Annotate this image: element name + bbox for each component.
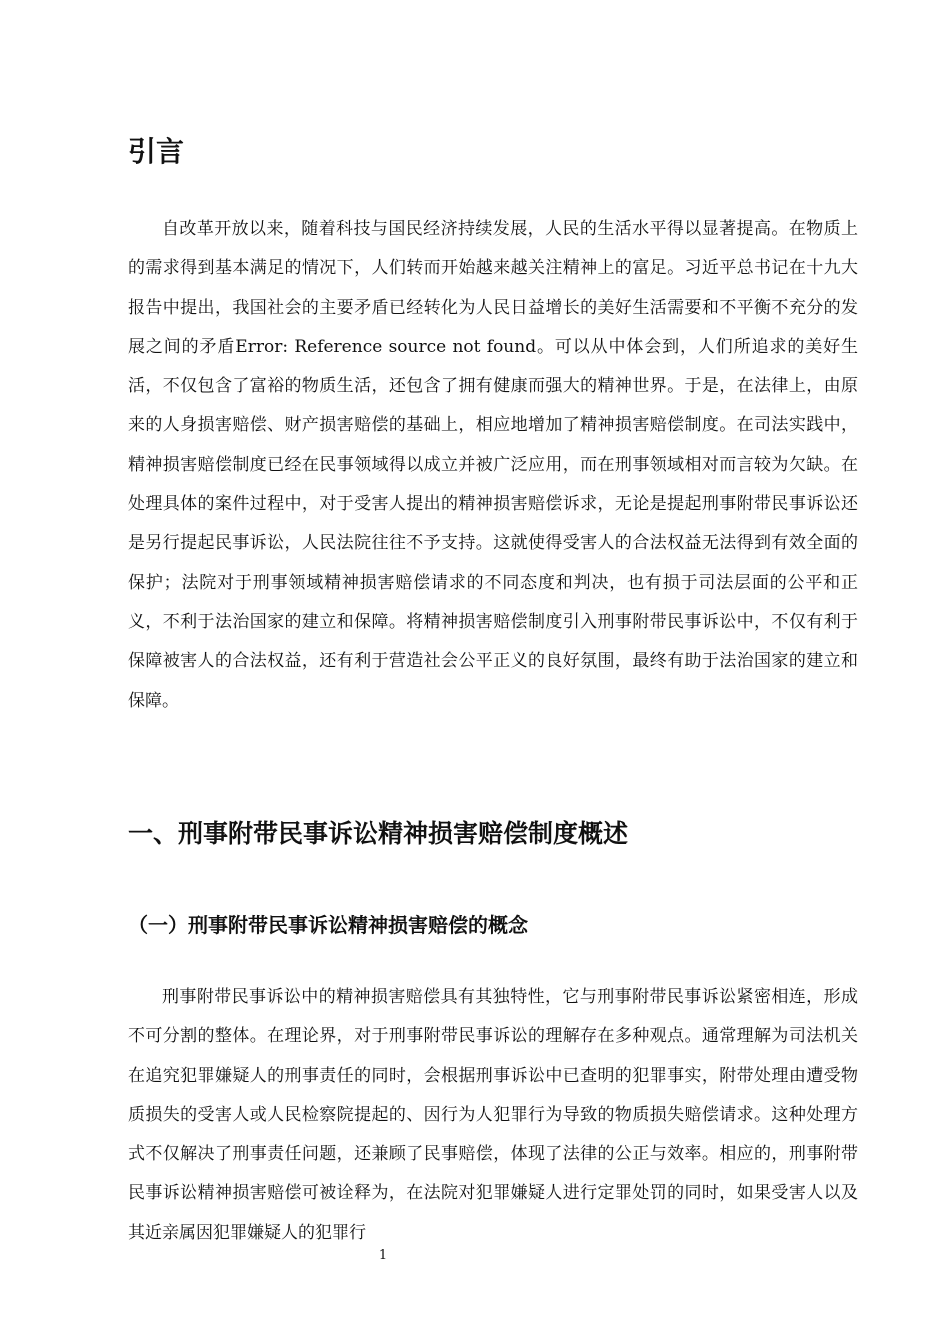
- page-number: 1: [378, 1248, 388, 1263]
- chapter-heading: 一、刑事附带民事诉讼精神损害赔偿制度概述: [128, 819, 629, 848]
- section-heading: （一）刑事附带民事诉讼精神损害赔偿的概念: [128, 913, 528, 937]
- intro-paragraph: 自改革开放以来，随着科技与国民经济持续发展，人民的生活水平得以显著提高。在物质上的需求得到基本满足的情况下，人们转而开始越来越关注精神上的富足。习近平总书记在十九大报告中提出，我国社会的主要矛盾已经转化为人民日益增长的美好生活需要和不平衡不充分的发展之间的矛盾Error: Reference source not found。可以从中体会到，人们所追求的美好生活，不仅包含了富裕的物质生活，还包含了拥有健康而强大的精神世界。于是，在法律上，由原来的人身损害赔偿、财产损害赔偿的基础上，相应地增加了精神损害赔偿制度。在司法实践中，精神损害赔偿制度已经在民事领域得以成立并被广泛应用，而在刑事领域相对而言较为欠缺。在处理具体的案件过程中，对于受害人提出的精神损害赔偿诉求，无论是提起刑事附带民事诉讼还是另行提起民事诉讼，人民法院往往不予支持。这就使得受害人的合法权益无法得到有效全面的保护；法院对于刑事领域精神损害赔偿请求的不同态度和判决，也有损于司法层面的公平和正义，不利于法治国家的建立和保障。将精神损害赔偿制度引入刑事附带民事诉讼中，不仅有利于保障被害人的合法权益，还有利于营造社会公平正义的良好氛围，最终有助于法治国家的建立和保障。: [128, 219, 858, 711]
- intro-heading: 引言: [128, 135, 185, 168]
- section-paragraph: 刑事附带民事诉讼中的精神损害赔偿具有其独特性，它与刑事附带民事诉讼紧密相连，形成不可分割的整体。在理论界，对于刑事附带民事诉讼的理解存在多种观点。通常理解为司法机关在追究犯罪嫌疑人的刑事责任的同时，会根据刑事诉讼中已查明的犯罪事实，附带处理由遭受物质损失的受害人或人民检察院提起的、因行为人犯罪行为导致的物质损失赔偿请求。这种处理方式不仅解决了刑事责任问题，还兼顾了民事赔偿，体现了法律的公正与效率。相应的，刑事附带民事诉讼精神损害赔偿可被诠释为，在法院对犯罪嫌疑人进行定罪处罚的同时，如果受害人以及其近亲属因犯罪嫌疑人的犯罪行: [128, 987, 858, 1243]
